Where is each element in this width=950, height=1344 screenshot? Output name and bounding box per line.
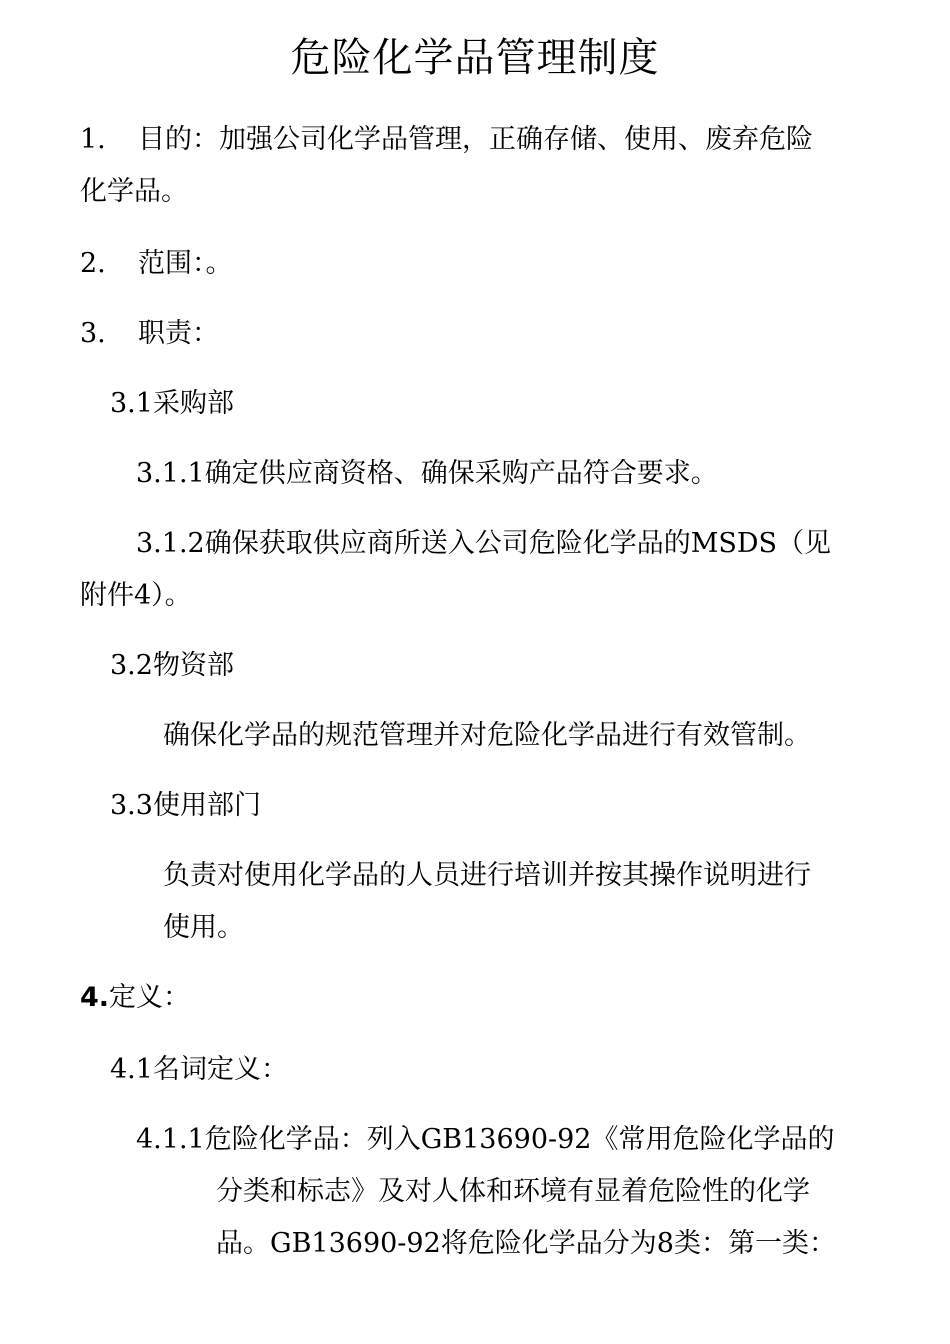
section-3-text: 职责： [138,318,219,349]
section-3-3-heading: 3.3使用部门 [110,790,261,821]
section-4-1-1-line-1: 4.1.1危险化学品：列入GB13690-92《常用危险化学品的 [136,1124,835,1155]
section-3-1-2-line-2: 附件4）。 [80,580,192,611]
section-1-number: 1. [80,124,106,155]
section-4-1-1-line-3: 品。GB13690-92将危险化学品分为8类：第一类： [216,1228,836,1259]
section-4-text: 定义： [109,982,191,1013]
section-3 [80,308,219,360]
section-3-number: 3. [80,318,106,349]
section-4 [80,972,190,1024]
section-4-1-heading: 4.1名词定义： [110,1054,288,1085]
section-1-text: 目的：加强公司化学品管理，正确存储、使用、废弃危险 [138,124,813,155]
section-3-1-heading: 3.1采购部 [110,388,234,419]
section-4-1-1-line-2: 分类和标志》及对人体和环境有显着危险性的化学 [216,1176,810,1207]
document-title: 危险化学品管理制度 [290,35,660,81]
section-3-2-text: 确保化学品的规范管理并对危险化学品进行有效管制。 [163,720,811,751]
section-3-1-2-line-1: 3.1.2确保获取供应商所送入公司危险化学品的MSDS（见 [136,528,831,559]
section-2-number: 2. [80,248,106,279]
section-1-line-1 [80,114,813,166]
section-3-1-1: 3.1.1确定供应商资格、确保采购产品符合要求。 [136,458,718,489]
section-4-number: 4. [80,982,110,1013]
section-3-2-heading: 3.2物资部 [110,650,234,681]
section-3-3-text-line-1: 负责对使用化学品的人员进行培训并按其操作说明进行 [163,860,811,891]
section-1-line-2: 化学品。 [80,176,188,207]
section-2 [80,238,233,290]
section-3-3-text-line-2: 使用。 [163,912,244,943]
section-2-text: 范围：。 [138,248,233,279]
